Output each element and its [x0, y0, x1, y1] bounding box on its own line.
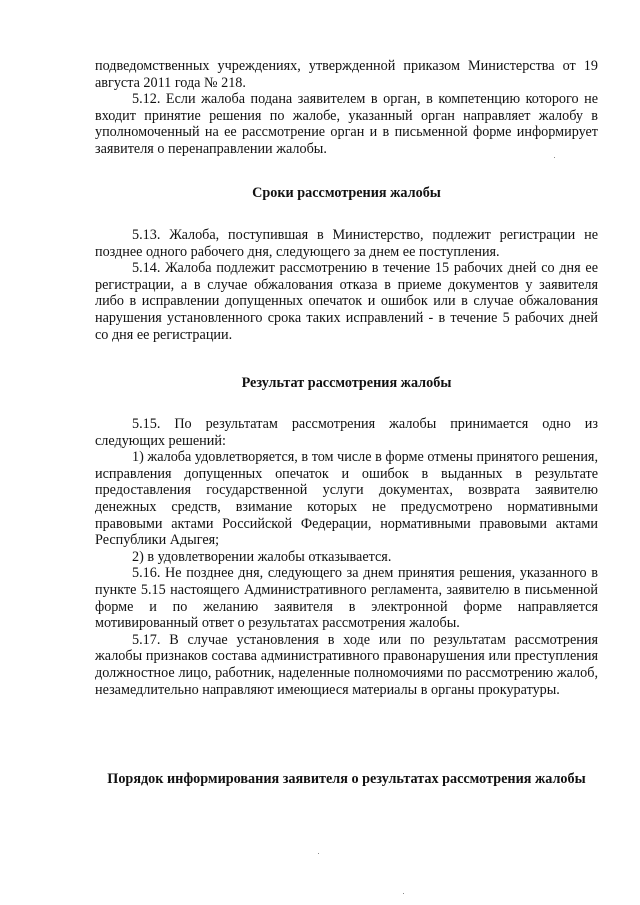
- paragraph-5-13: 5.13. Жалоба, поступившая в Министерство, подлежит регистрации не позднее одного рабочего дня, следующего за днем ее поступления.: [95, 227, 598, 260]
- heading-terms: Сроки рассмотрения жалобы: [252, 185, 441, 201]
- text-section-3: [95, 416, 598, 698]
- heading-result: Результат рассмотрения жалобы: [241, 375, 452, 391]
- paragraph-5-12: 5.12. Если жалоба подана заявителем в орган, в компетенцию которого не входит принятие решения по жалобе, указанный орган направляет жалобу в уполномоченный на ее рассмотрение орган и в письменной форме информирует заявителя о перенаправлении жалобы.: [95, 91, 598, 157]
- paragraph-5-16: 5.16. Не позднее дня, следующего за днем принятия решения, указанного в пункте 5.15 настоящего Административного регламента, заявителю в письменной форме и по желанию заявителя в электронной форме направляется мотивированный ответ о результатах рассмотрения жалобы.: [95, 565, 598, 632]
- heading-notify: Порядок информирования заявителя о результатах рассмотрения жалобы: [107, 771, 586, 787]
- scan-speck: [554, 157, 555, 158]
- paragraph-continuation: подведомственных учреждениях, утвержденной приказом Министерства от 19 августа 2011 года № 218.: [95, 58, 598, 91]
- text-section-2: [95, 227, 598, 343]
- paragraph-5-15: 5.15. По результатам рассмотрения жалобы принимается одно из следующих решений:: [95, 416, 598, 449]
- paragraph-5-17: 5.17. В случае установления в ходе или по результатам рассмотрения жалобы признаков состава административного правонарушения или преступления должностное лицо, работник, наделенные полномочиями по рассмотрению жалоб, незамедлительно направляют имеющиеся материалы в органы прокуратуры.: [95, 631, 598, 698]
- paragraph-5-15-item-2: 2) в удовлетворении жалобы отказывается.: [132, 548, 392, 565]
- text-section-1: [95, 58, 598, 158]
- paragraph-5-15-item-1: 1) жалоба удовлетворяется, в том числе в форме отмены принятого решения, исправления допущенных опечаток и ошибок в выданных в результате предоставления государственной услуги документах, возврата заявителю денежных средств, взимание которых не предусмотрено нормативными правовыми актами Российской Федерации, нормативными правовыми актами Республики Адыгея;: [95, 449, 598, 549]
- scan-speck: [403, 893, 404, 894]
- paragraph-5-14: 5.14. Жалоба подлежит рассмотрению в течение 15 рабочих дней со дня ее регистрации, а в случае обжалования отказа в приеме документов у заявителя либо в исправлении допущенных опечаток и ошибок или в случае обжалования нарушения установленного срока таких исправлений - в течение 5 рабочих дней со дня ее регистрации.: [95, 260, 598, 343]
- scan-speck: [318, 853, 319, 854]
